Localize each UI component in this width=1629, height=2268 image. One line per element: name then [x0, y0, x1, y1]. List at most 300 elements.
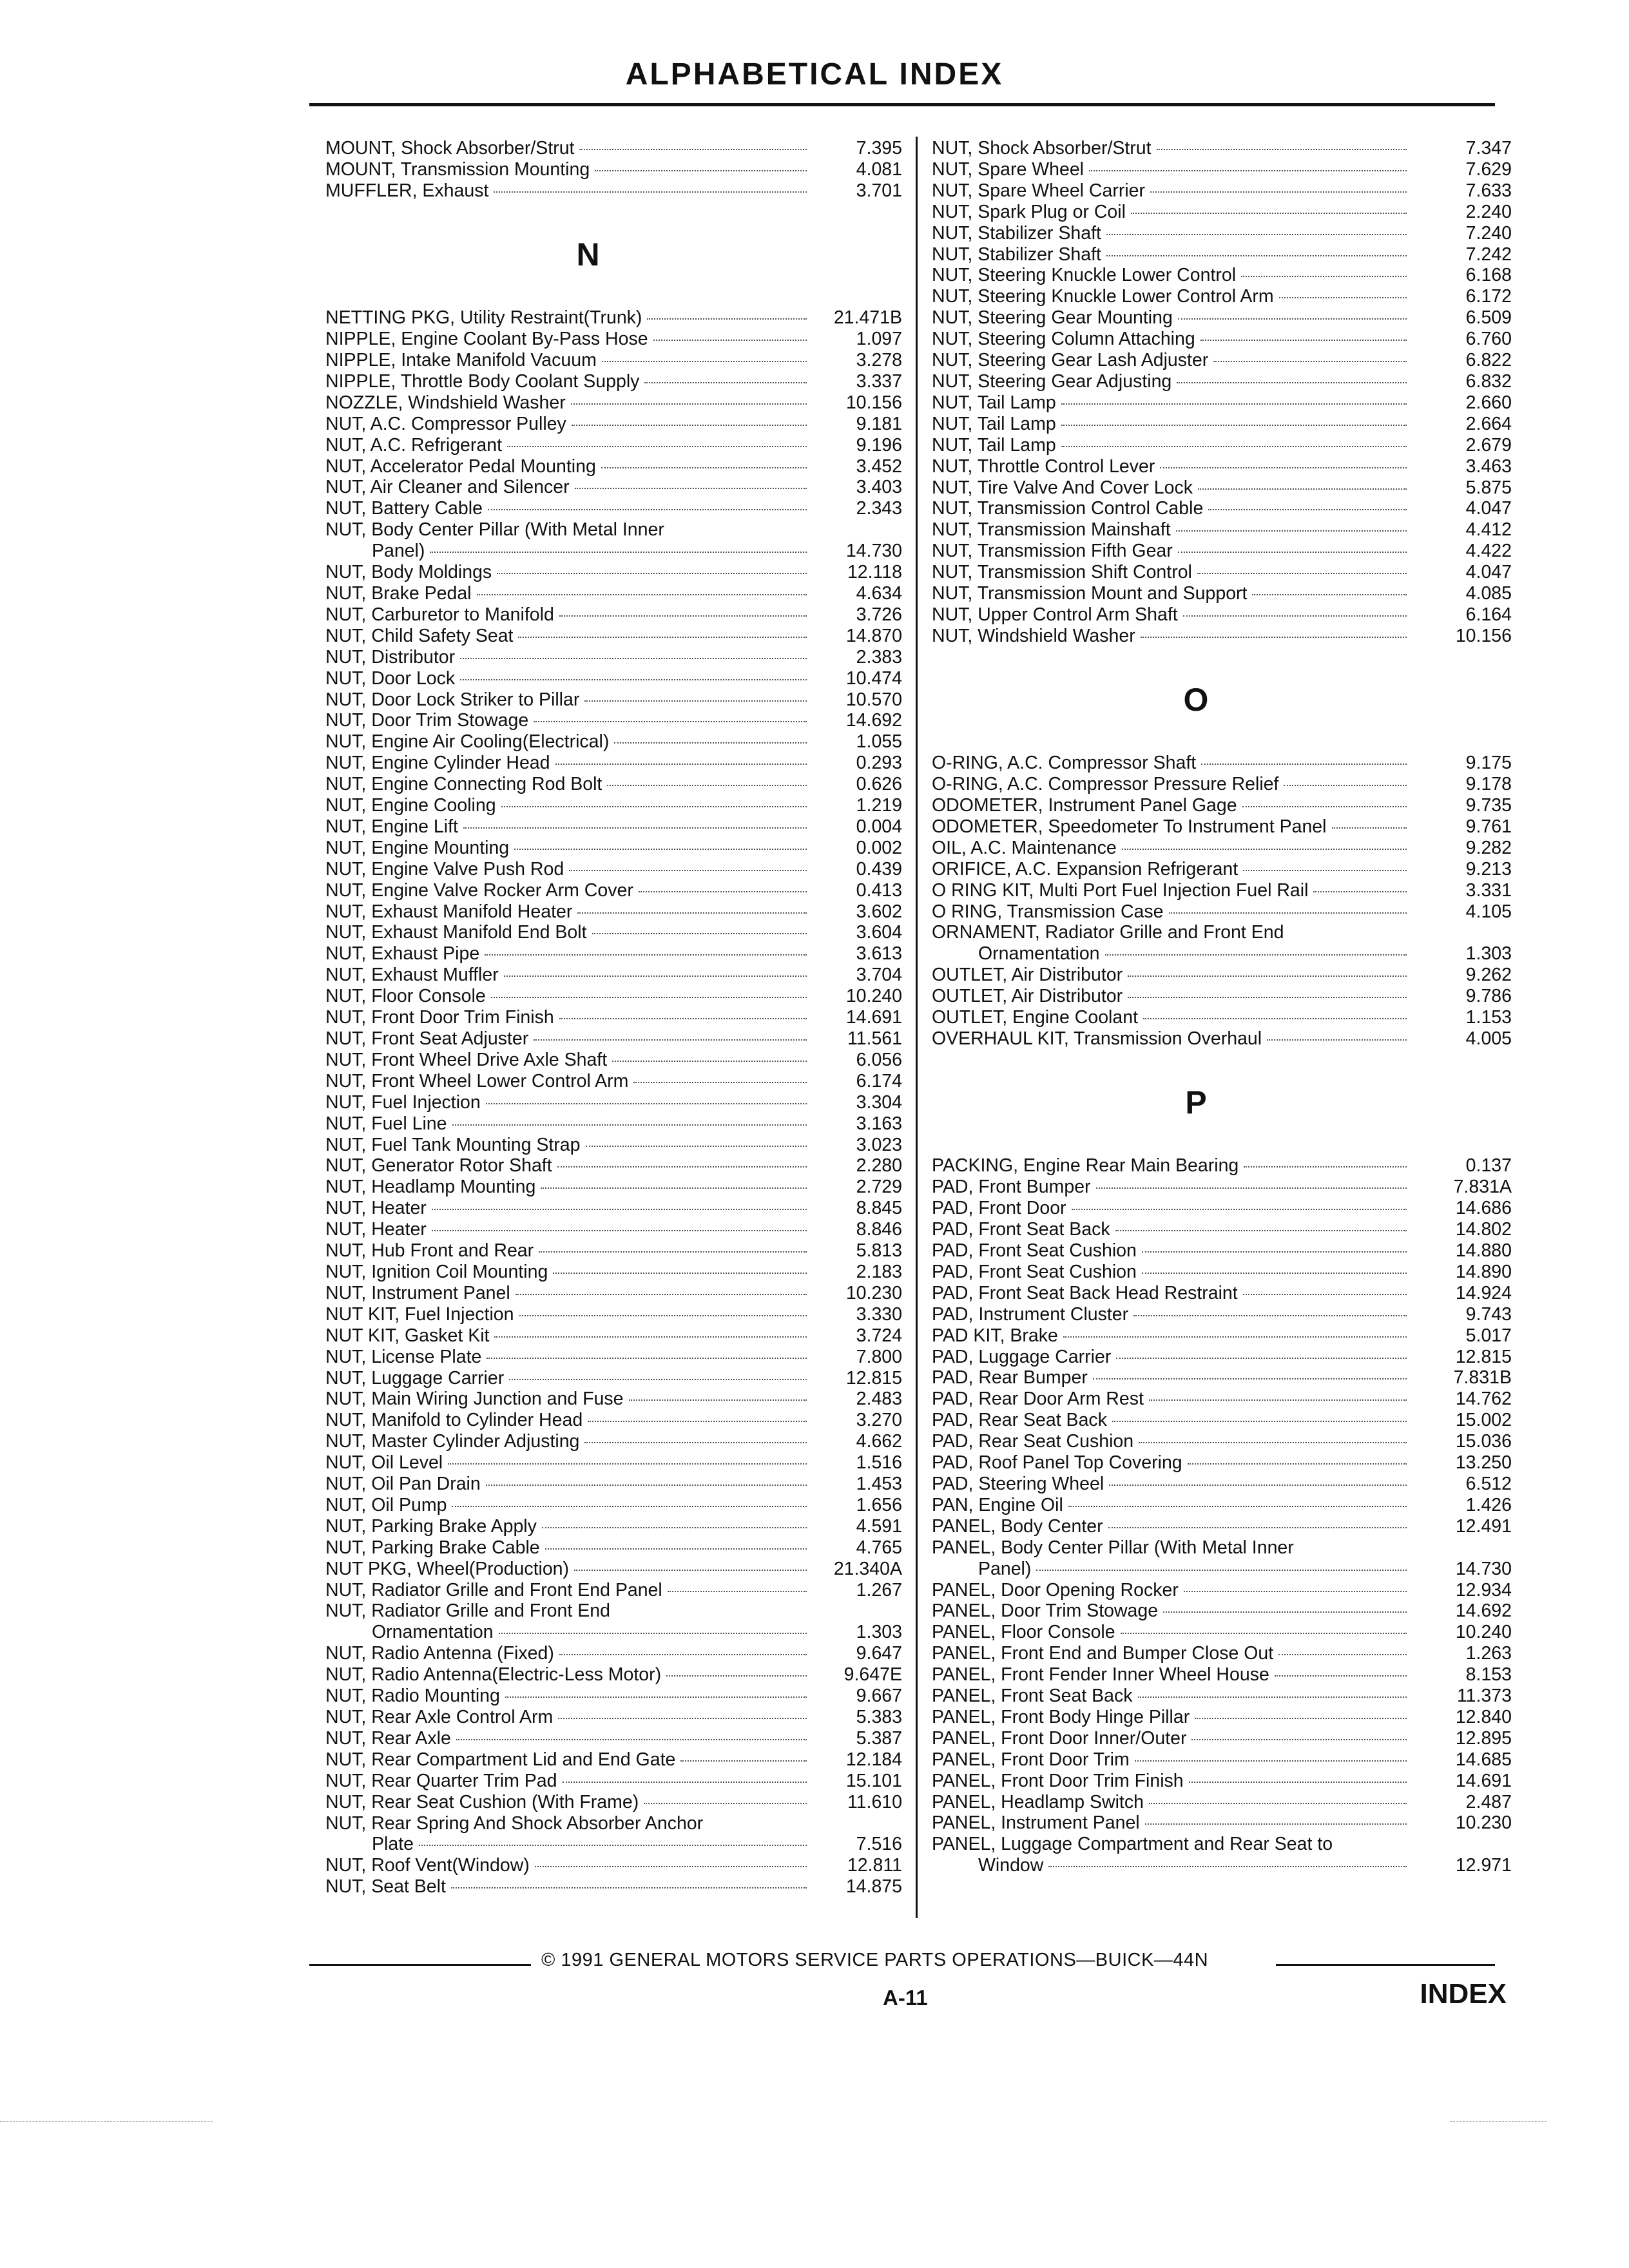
- index-entry: [325, 1092, 902, 1113]
- entry-label: PANEL, Floor Console: [932, 1622, 1115, 1643]
- index-entry: [932, 435, 1512, 456]
- entry-label: NUT, Transmission Mount and Support: [932, 583, 1248, 604]
- entry-label: PAN, Engine Oil: [932, 1494, 1063, 1515]
- entry-label: NUT KIT, Fuel Injection: [325, 1303, 514, 1325]
- entry-label: NUT, Exhaust Muffler: [325, 965, 499, 986]
- dot-leader: [504, 975, 807, 977]
- entry-label: PAD KIT, Brake: [932, 1325, 1058, 1346]
- entry-label: ORNAMENT, Radiator Grille and Front End: [932, 922, 1284, 943]
- entry-page: 9.181: [856, 413, 902, 434]
- entry-label: NUT, Shock Absorber/Strut: [932, 138, 1152, 159]
- dot-leader: [516, 1294, 807, 1295]
- dot-leader: [1191, 1739, 1407, 1740]
- dot-leader: [463, 827, 807, 829]
- dot-leader: [1061, 403, 1407, 405]
- entry-page: 9.667: [856, 1686, 902, 1707]
- index-entry: [325, 1177, 902, 1198]
- entry-label: PAD, Front Seat Back: [932, 1219, 1110, 1240]
- index-entry: [932, 1622, 1512, 1643]
- entry-page: 3.452: [856, 456, 902, 477]
- dot-leader: [614, 742, 807, 744]
- entry-label: NUT, Heater: [325, 1198, 427, 1219]
- index-entry: [325, 1071, 902, 1092]
- dot-leader: [499, 1633, 807, 1634]
- entry-label: NUT, Fuel Line: [325, 1113, 447, 1134]
- index-entry: [932, 1707, 1512, 1728]
- entry-label: NUT, Rear Spring And Shock Absorber Anchor: [325, 1812, 704, 1834]
- entry-page: 1.267: [856, 1579, 902, 1600]
- index-entry: [325, 435, 902, 456]
- dot-leader: [1183, 615, 1407, 617]
- entry-page: 6.172: [1465, 286, 1512, 307]
- entry-label: NUT, Radio Mounting: [325, 1686, 500, 1707]
- index-entry: [932, 795, 1512, 816]
- entry-label: NUT, Body Moldings: [325, 562, 492, 583]
- entry-page: 9.213: [1465, 858, 1512, 879]
- entry-page: 15.101: [845, 1770, 902, 1791]
- entry-label: NUT, Hub Front and Rear: [325, 1240, 534, 1262]
- entry-label: PAD, Luggage Carrier: [932, 1346, 1112, 1367]
- dot-leader: [644, 382, 807, 383]
- entry-label: ODOMETER, Instrument Panel Gage: [932, 795, 1237, 816]
- index-entry: [325, 1622, 902, 1643]
- entry-page: 14.880: [1455, 1240, 1512, 1261]
- index-entry: [932, 371, 1512, 392]
- entry-page: 4.634: [856, 582, 902, 604]
- entry-label: Ornamentation: [372, 1622, 494, 1643]
- entry-page: 2.240: [1465, 201, 1512, 222]
- dot-leader: [1036, 1570, 1407, 1571]
- entry-label: PAD, Front Bumper: [932, 1177, 1091, 1198]
- entry-label: O RING, Transmission Case: [932, 901, 1164, 922]
- entry-label: NUT, Engine Valve Push Rod: [325, 858, 564, 879]
- index-entry: [325, 1537, 902, 1559]
- entry-page: 10.230: [1455, 1812, 1512, 1834]
- dot-leader: [1160, 467, 1407, 468]
- entry-page: 7.516: [856, 1834, 902, 1855]
- index-entry: [932, 1686, 1512, 1707]
- entry-page: 1.303: [1465, 943, 1512, 965]
- dot-leader: [1242, 806, 1407, 807]
- entry-label: MUFFLER, Exhaust: [325, 180, 489, 201]
- entry-label: NUT, Steering Knuckle Lower Control: [932, 265, 1237, 286]
- entry-label: NUT, Exhaust Pipe: [325, 943, 480, 965]
- entry-page: 4.422: [1465, 541, 1512, 562]
- entry-label: NUT, Radio Antenna(Electric-Less Motor): [325, 1664, 662, 1686]
- entry-label: NUT, Roof Vent(Window): [325, 1855, 530, 1876]
- entry-page: 1.055: [856, 731, 902, 753]
- footer-rule-left: [309, 1964, 531, 1966]
- entry-page: 11.561: [847, 1028, 902, 1049]
- entry-label: NUT, Front Wheel Drive Axle Shaft: [325, 1049, 608, 1070]
- entry-page: 6.056: [856, 1049, 902, 1070]
- entry-label: OUTLET, Air Distributor: [932, 986, 1123, 1007]
- index-entry: [932, 307, 1512, 329]
- index-entry: [932, 414, 1512, 435]
- entry-label: PANEL, Front Door Inner/Outer: [932, 1727, 1187, 1749]
- index-entry: [325, 604, 902, 626]
- dot-leader: [1178, 318, 1407, 320]
- dot-leader: [575, 488, 807, 489]
- index-entry: [932, 1474, 1512, 1495]
- index-entry: [325, 668, 902, 689]
- entry-page: 3.701: [856, 180, 902, 201]
- index-entry: [932, 1792, 1512, 1813]
- entry-page: 4.085: [1465, 583, 1512, 604]
- entry-page: 12.184: [845, 1749, 902, 1770]
- entry-page: 14.686: [1455, 1198, 1512, 1219]
- index-entry: [325, 1198, 902, 1219]
- entry-page: 4.005: [1465, 1028, 1512, 1049]
- dot-leader: [571, 403, 807, 405]
- entry-label: Panel): [978, 1558, 1032, 1579]
- entry-label: Window: [978, 1855, 1044, 1876]
- entry-label: PANEL, Front Fender Inner Wheel House: [932, 1664, 1269, 1686]
- dot-leader: [1313, 891, 1407, 892]
- entry-page: 14.924: [1455, 1282, 1512, 1303]
- entry-page: 0.293: [856, 753, 902, 774]
- entry-label: PANEL, Front End and Bumper Close Out: [932, 1643, 1274, 1664]
- dot-leader: [1116, 1358, 1407, 1359]
- dot-leader: [1131, 213, 1407, 214]
- entry-label: PAD, Instrument Cluster: [932, 1303, 1129, 1325]
- dot-leader: [542, 1527, 807, 1528]
- entry-label: PANEL, Body Center Pillar (With Metal Inner: [932, 1537, 1294, 1558]
- entry-label: OUTLET, Engine Coolant: [932, 1007, 1138, 1028]
- spacer: [932, 1071, 1512, 1092]
- entry-label: NUT, Tail Lamp: [932, 434, 1056, 456]
- entry-page: 7.800: [856, 1346, 902, 1367]
- dot-leader: [452, 1124, 807, 1126]
- entry-page: 7.242: [1465, 244, 1512, 265]
- entry-label: Panel): [372, 541, 425, 562]
- dot-leader: [514, 849, 807, 850]
- entry-page: 4.765: [856, 1537, 902, 1558]
- dot-leader: [460, 658, 807, 659]
- index-entry: [325, 838, 902, 859]
- entry-page: 3.278: [856, 350, 902, 370]
- dot-leader: [451, 1887, 807, 1888]
- entry-page: 0.004: [856, 816, 902, 837]
- entry-label: PANEL, Front Body Hinge Pillar: [932, 1706, 1190, 1727]
- dot-leader: [555, 764, 807, 765]
- entry-label: NUT, Rear Axle Control Arm: [325, 1707, 554, 1727]
- dot-leader: [539, 1251, 807, 1253]
- entry-page: 3.331: [1465, 879, 1512, 901]
- entry-page: 1.453: [856, 1474, 902, 1495]
- index-entry: [325, 1876, 902, 1898]
- index-entry: [932, 774, 1512, 795]
- entry-page: 3.163: [856, 1113, 902, 1134]
- spacer: [325, 223, 902, 244]
- entry-label: NUT, Exhaust Manifold End Bolt: [325, 922, 587, 943]
- index-entry: [325, 1028, 902, 1050]
- index-entry: [325, 1007, 902, 1028]
- dot-leader: [569, 870, 807, 871]
- spacer: [932, 668, 1512, 689]
- dot-leader: [1149, 1399, 1407, 1401]
- entry-label: PAD, Rear Bumper: [932, 1367, 1088, 1389]
- entry-page: 6.174: [856, 1070, 902, 1091]
- index-entry: [932, 583, 1512, 604]
- index-entry: [325, 371, 902, 392]
- index-entry: [932, 1600, 1512, 1622]
- index-entry: [325, 1283, 902, 1304]
- entry-page: 3.330: [856, 1303, 902, 1325]
- entry-page: 9.743: [1465, 1303, 1512, 1325]
- entry-label: NUT, Brake Pedal: [325, 582, 472, 604]
- entry-label: PAD, Front Seat Cushion: [932, 1261, 1137, 1282]
- index-entry: [932, 1410, 1512, 1431]
- entry-page: 7.629: [1465, 159, 1512, 180]
- dot-leader: [579, 149, 807, 150]
- entry-label: PAD, Front Door: [932, 1198, 1066, 1219]
- dot-leader: [1121, 1633, 1407, 1634]
- dot-leader: [1145, 1823, 1407, 1825]
- entry-label: NUT, Windshield Washer: [932, 625, 1135, 646]
- index-entry: [325, 1113, 902, 1135]
- index-entry: [325, 350, 902, 371]
- entry-label: NUT, A.C. Compressor Pulley: [325, 413, 566, 434]
- dot-leader: [1184, 1591, 1407, 1592]
- entry-label: NUT, Stabilizer Shaft: [932, 244, 1101, 265]
- dot-leader: [629, 1399, 807, 1401]
- entry-label: PANEL, Headlamp Switch: [932, 1791, 1144, 1812]
- dot-leader: [1157, 149, 1407, 150]
- entry-label: NETTING PKG, Utility Restraint(Trunk): [325, 307, 642, 329]
- entry-page: 1.656: [856, 1494, 902, 1515]
- dot-leader: [1252, 594, 1407, 595]
- index-entry: [932, 1325, 1512, 1347]
- index-entry: [932, 244, 1512, 265]
- entry-page: 4.047: [1465, 498, 1512, 519]
- entry-page: 2.183: [856, 1261, 902, 1282]
- entry-page: 0.413: [856, 879, 902, 901]
- dot-leader: [559, 1018, 807, 1019]
- entry-label: O RING KIT, Multi Port Fuel Injection Fuel Rail: [932, 879, 1309, 901]
- entry-page: 3.270: [856, 1410, 902, 1431]
- entry-page: 7.633: [1465, 180, 1512, 201]
- index-entry: [325, 1771, 902, 1792]
- index-entry: [325, 943, 902, 965]
- entry-page: 9.196: [856, 434, 902, 456]
- index-entry: [932, 922, 1512, 943]
- spacer: [932, 1050, 1512, 1071]
- entry-page: 6.168: [1465, 265, 1512, 286]
- index-entry: [325, 1559, 902, 1580]
- dot-leader: [460, 679, 807, 680]
- entry-label: NUT, Steering Knuckle Lower Control Arm: [932, 286, 1274, 307]
- dot-leader: [1163, 1611, 1407, 1613]
- index-entry: [325, 1219, 902, 1240]
- index-entry: [932, 901, 1512, 923]
- dot-leader: [494, 1336, 807, 1338]
- index-entry: [932, 1219, 1512, 1240]
- spacer: [932, 1113, 1512, 1135]
- entry-label: PANEL, Instrument Panel: [932, 1812, 1140, 1834]
- entry-label: NUT, Fuel Injection: [325, 1091, 481, 1113]
- entry-label: NUT, Heater: [325, 1219, 427, 1240]
- spacer: [325, 265, 902, 286]
- entry-page: 6.509: [1465, 307, 1512, 329]
- index-entry: [325, 816, 902, 838]
- dot-leader: [509, 1379, 807, 1380]
- entry-page: 10.156: [1455, 625, 1512, 646]
- entry-page: 9.647: [856, 1643, 902, 1664]
- index-entry: [325, 1347, 902, 1368]
- dot-leader: [1089, 170, 1407, 171]
- index-entry: [325, 753, 902, 774]
- index-entry: [932, 562, 1512, 583]
- entry-label: PACKING, Engine Rear Main Bearing: [932, 1155, 1239, 1177]
- dot-leader: [494, 191, 807, 193]
- entry-page: 4.412: [1465, 519, 1512, 541]
- entry-label: PAD, Rear Seat Cushion: [932, 1431, 1134, 1452]
- entry-page: 9.647E: [843, 1664, 902, 1686]
- index-entry: [325, 329, 902, 350]
- entry-page: 6.832: [1465, 370, 1512, 392]
- entry-label: PAD, Front Seat Cushion: [932, 1240, 1137, 1261]
- index-entry: [932, 456, 1512, 477]
- entry-page: 12.971: [1455, 1855, 1512, 1876]
- entry-page: 3.463: [1465, 456, 1512, 477]
- index-entry: [325, 922, 902, 943]
- dot-leader: [1188, 1463, 1407, 1465]
- entry-page: 9.178: [1465, 774, 1512, 795]
- entry-page: 0.439: [856, 858, 902, 879]
- dot-leader: [595, 170, 807, 171]
- entry-label: NUT, Generator Rotor Shaft: [325, 1155, 552, 1177]
- entry-label: NUT, Steering Gear Lash Adjuster: [932, 350, 1209, 371]
- index-entry: [932, 392, 1512, 414]
- entry-label: NUT, Oil Pump: [325, 1494, 447, 1515]
- entry-page: 7.831B: [1453, 1367, 1512, 1389]
- dot-leader: [486, 1103, 807, 1104]
- dot-leader: [1200, 340, 1407, 341]
- entry-page: 2.483: [856, 1389, 902, 1410]
- section-letter: O: [1183, 681, 1209, 718]
- entry-label: NUT, Engine Connecting Rod Bolt: [325, 774, 602, 795]
- entry-label: NUT, Transmission Fifth Gear: [932, 541, 1173, 562]
- entry-page: 9.282: [1465, 837, 1512, 858]
- entry-page: 9.735: [1465, 795, 1512, 816]
- entry-label: NUT, Upper Control Arm Shaft: [932, 604, 1178, 625]
- entry-label: ORIFICE, A.C. Expansion Refrigerant: [932, 858, 1239, 879]
- entry-label: NUT, Rear Quarter Trim Pad: [325, 1770, 557, 1791]
- index-entry: [325, 519, 902, 541]
- entry-page: 1.426: [1465, 1494, 1512, 1515]
- entry-page: 14.802: [1455, 1219, 1512, 1240]
- entry-label: NUT, Engine Cylinder Head: [325, 753, 550, 774]
- entry-page: 13.250: [1455, 1452, 1512, 1474]
- entry-page: 0.137: [1465, 1155, 1512, 1177]
- dot-leader: [1142, 1273, 1407, 1274]
- section-letter: N: [576, 236, 600, 273]
- entry-page: 14.685: [1455, 1749, 1512, 1770]
- entry-page: 4.047: [1465, 562, 1512, 583]
- dot-leader: [1109, 1485, 1407, 1486]
- entry-label: NUT, Tail Lamp: [932, 413, 1056, 434]
- entry-page: 9.761: [1465, 816, 1512, 837]
- entry-page: 3.023: [856, 1134, 902, 1155]
- entry-page: 14.691: [845, 1007, 902, 1028]
- index-entry: [932, 1367, 1512, 1389]
- entry-page: 12.934: [1455, 1579, 1512, 1600]
- entry-label: PANEL, Front Door Trim Finish: [932, 1770, 1184, 1791]
- entry-label: NIPPLE, Intake Manifold Vacuum: [325, 350, 597, 370]
- dot-leader: [1267, 1039, 1407, 1041]
- dot-leader: [1133, 1315, 1407, 1316]
- entry-page: 21.471B: [833, 307, 902, 329]
- index-entry: [325, 901, 902, 923]
- entry-page: 12.811: [847, 1855, 902, 1876]
- entry-page: 3.602: [856, 901, 902, 922]
- dot-leader: [1112, 1421, 1407, 1422]
- dot-leader: [1150, 191, 1407, 193]
- entry-page: 12.895: [1455, 1727, 1512, 1749]
- index-entry: [325, 1855, 902, 1876]
- entry-page: 14.870: [845, 625, 902, 646]
- index-entry: [932, 202, 1512, 223]
- entry-label: NUT, Air Cleaner and Silencer: [325, 477, 570, 498]
- entry-label: NUT, Oil Pan Drain: [325, 1474, 481, 1495]
- index-entry: [325, 159, 902, 180]
- index-entry: [325, 1389, 902, 1410]
- entry-page: 11.610: [847, 1791, 902, 1812]
- dot-leader: [584, 700, 807, 702]
- entry-page: 4.662: [856, 1431, 902, 1452]
- dot-leader: [518, 637, 807, 638]
- index-entry: [325, 414, 902, 435]
- index-entry: [932, 1664, 1512, 1686]
- spacer: [932, 710, 1512, 731]
- entry-label: NUT, Spark Plug or Coil: [932, 201, 1126, 222]
- dot-leader: [647, 318, 807, 320]
- index-entry: [932, 1812, 1512, 1834]
- entry-page: 1.219: [856, 795, 902, 816]
- index-entry: [932, 1559, 1512, 1580]
- entry-page: 4.105: [1465, 901, 1512, 922]
- entry-label: NUT, Floor Console: [325, 986, 486, 1007]
- entry-page: 10.474: [845, 668, 902, 689]
- entry-page: 3.403: [856, 477, 902, 498]
- entry-page: 21.340A: [833, 1558, 902, 1579]
- index-entry: [325, 1749, 902, 1771]
- index-entry: [932, 965, 1512, 986]
- entry-page: 4.081: [856, 159, 902, 180]
- index-entry: [932, 1834, 1512, 1855]
- dot-leader: [1243, 870, 1407, 871]
- dot-leader: [639, 891, 807, 892]
- dot-leader: [680, 1760, 807, 1762]
- dot-leader: [535, 1866, 807, 1867]
- entry-page: 11.373: [1456, 1686, 1512, 1707]
- entry-page: 5.875: [1465, 477, 1512, 498]
- dot-leader: [485, 954, 807, 956]
- entry-page: 8.153: [1465, 1664, 1512, 1686]
- entry-label: NUT, Accelerator Pedal Mounting: [325, 456, 596, 477]
- dot-leader: [588, 1421, 807, 1422]
- index-entry: [325, 1325, 902, 1347]
- entry-page: 2.660: [1465, 392, 1512, 413]
- dot-leader: [507, 446, 807, 447]
- dot-leader: [1332, 827, 1407, 829]
- dot-leader: [1213, 361, 1407, 362]
- dot-leader: [541, 1187, 807, 1189]
- entry-page: 2.664: [1465, 413, 1512, 434]
- entry-label: PANEL, Door Opening Rocker: [932, 1579, 1179, 1600]
- entry-page: 12.815: [1455, 1346, 1512, 1367]
